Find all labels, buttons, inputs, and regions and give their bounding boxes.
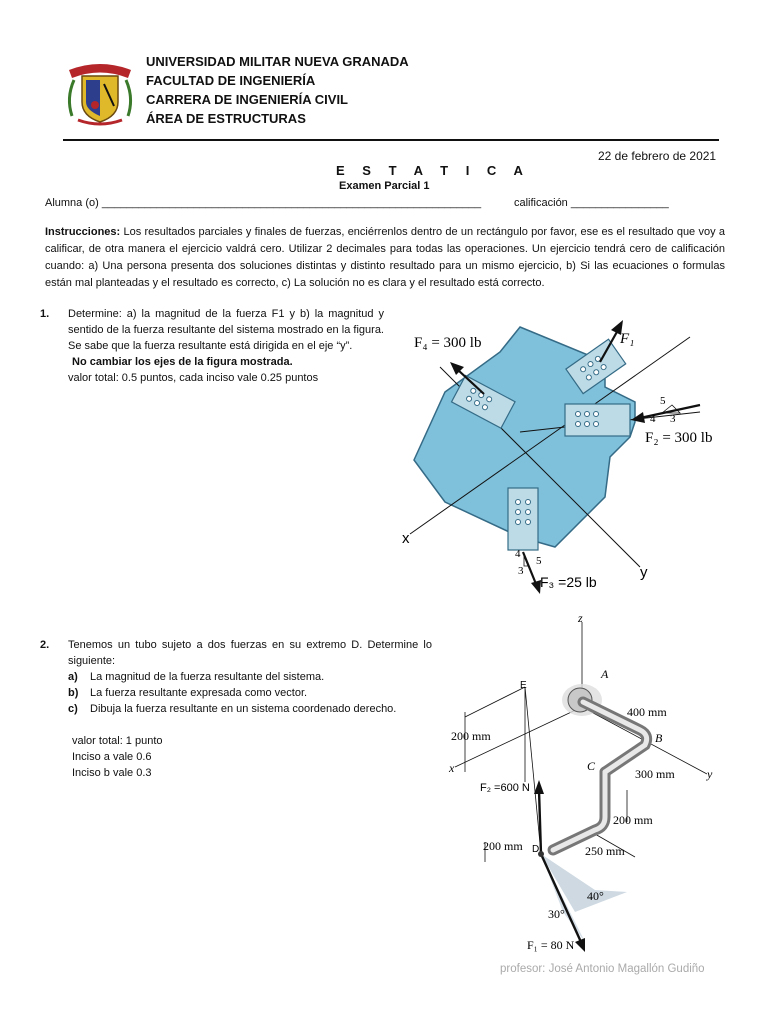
f2-ratio-5: 5 bbox=[660, 395, 666, 407]
f3-label: F₃ =25 lb bbox=[540, 574, 597, 590]
point-a-label: A bbox=[601, 667, 609, 681]
question-2-value-total: valor total: 1 punto bbox=[72, 735, 163, 747]
angle-30: 30° bbox=[548, 907, 565, 921]
question-2-number: 2. bbox=[40, 639, 50, 651]
dim-400: 400 mm bbox=[627, 705, 667, 719]
faculty-name: FACULTAD DE INGENIERÍA bbox=[146, 73, 316, 88]
point-c-label: C bbox=[587, 759, 596, 773]
f2-ratio-3: 3 bbox=[670, 413, 676, 425]
dim-200-right: 200 mm bbox=[613, 813, 653, 827]
dim-300: 300 mm bbox=[635, 767, 675, 781]
question-2-value-a: Inciso a vale 0.6 bbox=[72, 751, 152, 763]
x-axis-label: x bbox=[402, 530, 410, 547]
dim-200-top: 200 mm bbox=[451, 729, 491, 743]
university-name: UNIVERSIDAD MILITAR NUEVA GRANADA bbox=[146, 54, 409, 69]
dim-200-left: 200 mm bbox=[483, 839, 523, 853]
question-1-note: No cambiar los ejes de la figura mostrada. bbox=[72, 356, 293, 368]
exam-date: 22 de febrero de 2021 bbox=[598, 149, 717, 163]
f2-600-label: F₂ =600 N bbox=[480, 782, 530, 794]
question-1-number: 1. bbox=[40, 308, 50, 320]
program-name: CARRERA DE INGENIERÍA CIVIL bbox=[146, 92, 348, 107]
y-axis-label: y bbox=[640, 564, 648, 581]
instructions-text: Los resultados parciales y finales de fuerzas, enciérrenlos dentro de un rectángulo por favor, ese es el resultado que voy a calificar, de otra manera el ejercicio valdrá cero. Utilizar 2 decimales para todas las operaciones. Un ejercicio tendrá cero de calificación cuando: a) Una persona presenta dos soluciones distintas y distinto resultado para un mismo ejercicio, b) Si las ecuaciones o formulas están mal planteadas y el resultado es correcto, c) La solución no es clara y el resultado está correcto. bbox=[45, 226, 725, 289]
question-2-text: Tenemos un tubo sujeto a dos fuerzas en su extremo D. Determine lo siguiente: bbox=[68, 639, 432, 667]
student-name-line: Alumna (o) ______________________________________________________________ bbox=[45, 197, 482, 209]
exam-subtitle: Examen Parcial 1 bbox=[339, 180, 430, 192]
z-axis-label: z bbox=[578, 612, 583, 625]
point-e-label: E bbox=[520, 680, 527, 691]
dim-250: 250 mm bbox=[585, 844, 625, 858]
question-1-value: valor total: 0.5 puntos, cada inciso vale 0.25 puntos bbox=[68, 372, 319, 384]
figure-2-pipe-forces bbox=[445, 612, 730, 957]
f1-80-label: F₁ = 80 N bbox=[527, 938, 575, 952]
x-axis-label-2: x bbox=[449, 761, 455, 775]
question-2-item-a: a) La magnitud de la fuerza resultante del sistema. bbox=[68, 671, 325, 683]
f2-label: F₂ = 300 lb bbox=[645, 430, 713, 446]
f3-ratio-4: 4 bbox=[515, 548, 521, 560]
area-name: ÁREA DE ESTRUCTURAS bbox=[146, 111, 306, 126]
professor-footer: profesor: José Antonio Magallón Gudiño bbox=[500, 963, 705, 975]
question-2-item-b: b) La fuerza resultante expresada como vector. bbox=[68, 687, 308, 699]
point-b-label: B bbox=[655, 731, 663, 745]
grade-line: calificación ________________ bbox=[514, 197, 669, 209]
f1-label: F₁ bbox=[620, 331, 635, 347]
f3-ratio-5: 5 bbox=[536, 555, 542, 567]
header-block bbox=[146, 52, 409, 128]
instructions-label: Instrucciones: bbox=[45, 226, 121, 238]
header-rule bbox=[63, 139, 719, 141]
angle-40: 40° bbox=[587, 889, 604, 903]
point-d-label: D bbox=[532, 844, 540, 855]
f2-ratio-4: 4 bbox=[650, 413, 656, 425]
exam-title: E S T A T I C A bbox=[336, 163, 530, 178]
y-axis-label-2: y bbox=[707, 767, 713, 781]
university-crest-logo bbox=[64, 58, 136, 128]
question-2-value-b: Inciso b vale 0.3 bbox=[72, 767, 152, 779]
f3-ratio-3: 3 bbox=[518, 565, 524, 577]
f4-label: F₄ = 300 lb bbox=[414, 335, 482, 351]
question-1 bbox=[40, 306, 384, 386]
question-2-item-c: c) Dibuja la fuerza resultante en un sistema coordenado derecho. bbox=[68, 703, 397, 715]
instructions bbox=[45, 224, 725, 292]
question-2 bbox=[40, 637, 432, 781]
question-1-text: Determine: a) la magnitud de la fuerza F1 y b) la magnitud y sentido de la fuerza resultante del sistema mostrado en la figura. Se sabe que la fuerza resultante está dirigida en el eje “y”. bbox=[68, 308, 384, 352]
figure-1-plate-forces bbox=[400, 312, 730, 602]
